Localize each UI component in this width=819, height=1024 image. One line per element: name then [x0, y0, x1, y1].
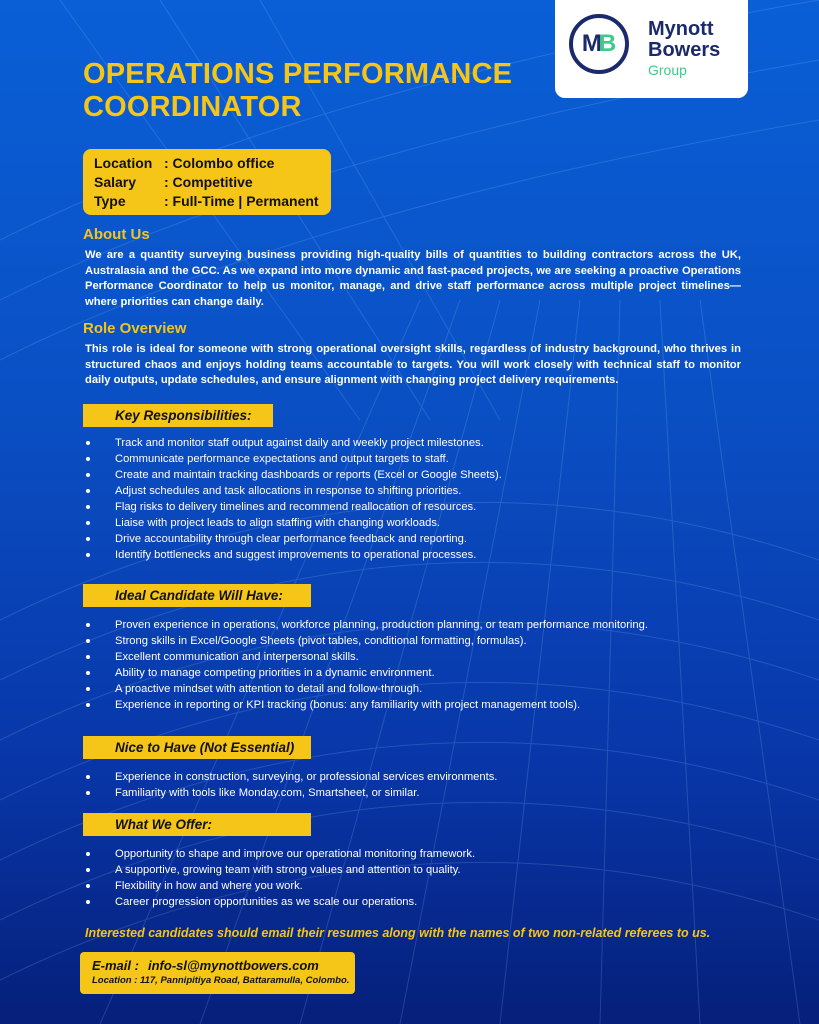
role-overview-heading: Role Overview: [83, 320, 187, 337]
email-link[interactable]: info-sl@mynottbowers.com: [148, 958, 319, 973]
contact-location: Location : 117, Pannipitiya Road, Battaramulla, Colombo.: [92, 975, 350, 986]
info-value: : Colombo office: [164, 155, 275, 171]
key-responsibilities-heading: Key Responsibilities:: [83, 404, 273, 427]
company-name: [648, 19, 720, 61]
company-logo-icon: [569, 14, 629, 74]
info-value: : Competitive: [164, 174, 253, 190]
what-we-offer-list: [85, 846, 785, 910]
logo-monogram-m: M: [581, 30, 599, 57]
about-text: We are a quantity surveying business providing high-quality bills of quantities to building contractors across the UK, Australasia and the GCC. As we expand into more dynamic and fast-paced projects, we are seeking a proactive Operations Performance Coordinator to help us monitor, manage, and drive staff performance across multiple project timelines—where priorities can change daily.: [85, 249, 741, 308]
ideal-candidate-list: [85, 617, 785, 713]
email-label: E-mail :: [92, 958, 139, 973]
info-value: : Full-Time | Permanent: [164, 193, 319, 209]
list-item: Familiarity with tools like Monday.com, Smartsheet, or similar.: [85, 785, 785, 801]
nice-to-have-heading: Nice to Have (Not Essential): [83, 736, 311, 759]
list-item: Adjust schedules and task allocations in response to shifting priorities.: [85, 483, 785, 499]
role-overview-text: This role is ideal for someone with strong operational oversight skills, regardless of industry background, who thrives in structured chaos and enjoys holding teams accountable to targets. You will work closely with technical staff to monitor daily outputs, update schedules, and ensure alignment with changing project delivery requirements.: [85, 343, 741, 386]
contact-box: [80, 952, 355, 994]
list-item: Create and maintain tracking dashboards or reports (Excel or Google Sheets).: [85, 467, 785, 483]
logo-monogram-b: B: [598, 30, 617, 57]
list-item: Strong skills in Excel/Google Sheets (pivot tables, conditional formatting, formulas).: [85, 633, 785, 649]
list-item: Liaise with project leads to align staffing with changing workloads.: [85, 515, 785, 531]
list-item: A proactive mindset with attention to detail and follow-through.: [85, 681, 785, 697]
list-item: Ability to manage competing priorities in a dynamic environment.: [85, 665, 785, 681]
company-logo-card: [555, 0, 748, 98]
list-item: A supportive, growing team with strong values and attention to quality.: [85, 862, 785, 878]
info-row-salary: [94, 173, 331, 192]
list-item: Drive accountability through clear performance feedback and reporting.: [85, 531, 785, 547]
job-title-line2: COORDINATOR: [83, 91, 302, 123]
contact-email-row: [92, 957, 355, 974]
list-item: Identify bottlenecks and suggest improvements to operational processes.: [85, 547, 785, 563]
list-item: Proven experience in operations, workforce planning, production planning, or team performance monitoring.: [85, 617, 785, 633]
list-item: Flexibility in how and where you work.: [85, 878, 785, 894]
job-title-line1: OPERATIONS PERFORMANCE: [83, 58, 513, 90]
ideal-candidate-heading: Ideal Candidate Will Have:: [83, 584, 311, 607]
company-name-line1: Mynott: [648, 18, 714, 40]
info-row-location: [94, 154, 331, 173]
list-item: Experience in construction, surveying, or professional services environments.: [85, 769, 785, 785]
list-item: Communicate performance expectations and output targets to staff.: [85, 451, 785, 467]
list-item: Experience in reporting or KPI tracking (bonus: any familiarity with project management tools).: [85, 697, 785, 713]
list-item: Flag risks to delivery timelines and recommend reallocation of resources.: [85, 499, 785, 515]
info-key: Type: [94, 193, 126, 209]
info-row-type: [94, 192, 331, 211]
company-name-line2: Bowers: [648, 39, 721, 61]
nice-to-have-list: [85, 769, 785, 801]
info-key: Location: [94, 155, 153, 171]
job-title: [83, 58, 553, 124]
key-responsibilities-list: [85, 435, 785, 563]
job-info-box: [83, 149, 331, 215]
about-heading: About Us: [83, 226, 150, 243]
info-key: Salary: [94, 174, 137, 190]
list-item: Excellent communication and interpersonal skills.: [85, 649, 785, 665]
application-instructions: Interested candidates should email their resumes along with the names of two non-related referees to us.: [85, 926, 711, 940]
list-item: Opportunity to shape and improve our operational monitoring framework.: [85, 846, 785, 862]
list-item: Career progression opportunities as we scale our operations.: [85, 894, 785, 910]
what-we-offer-heading: What We Offer:: [83, 813, 311, 836]
list-item: Track and monitor staff output against daily and weekly project milestones.: [85, 435, 785, 451]
company-group-label: Group: [648, 62, 687, 78]
